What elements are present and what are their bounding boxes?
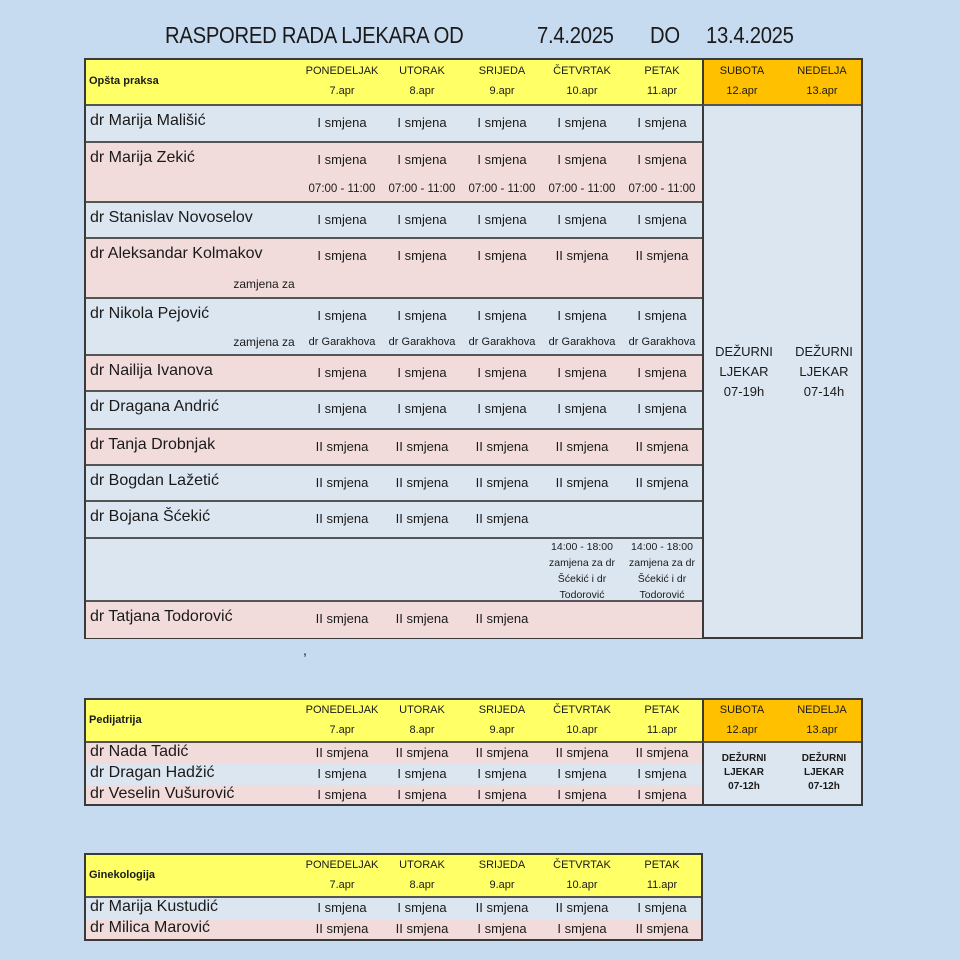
shift-cell: I smjena [477,365,527,380]
day-name: SUBOTA [719,704,765,717]
shift-cell: I smjena [477,115,527,130]
shift-cell: I smjena [637,365,687,380]
table-row [86,466,702,502]
day-date: 13.apr [806,723,838,736]
doctor-name: dr Marija Zekić [90,149,195,166]
day-name: ČETVRTAK [553,64,611,77]
date-to: 13.4.2025 [706,22,794,48]
schedule-title: RASPORED RADA LJEKARA OD [165,22,464,48]
day-name: PONEDELJAK [305,64,379,77]
duty-line: 07-19h [723,384,765,399]
shift-note: 07:00 - 11:00 [468,183,536,195]
replacement-note: 14:00 - 18:00 zamjena za dr Šćekić i dr Todorović [549,541,615,601]
shift-note: dr Garakhova [628,336,696,348]
day-name: SRIJEDA [478,704,526,717]
day-date: 8.apr [409,878,435,891]
shift-cell: I smjena [397,787,447,802]
shift-cell: I smjena [557,766,607,781]
shift-cell: I smjena [397,900,447,915]
duty-line: LJEKAR [799,364,849,379]
stray-mark: , [303,642,307,658]
shift-cell: II smjena [475,611,529,626]
duty-line: DEŽURNI [715,344,773,359]
shift-cell: I smjena [477,212,527,227]
shift-cell: I smjena [557,401,607,416]
table-row [86,392,702,430]
shift-cell: I smjena [397,401,447,416]
day-date: 8.apr [409,723,435,736]
shift-cell: I smjena [397,308,447,323]
shift-cell: I smjena [477,921,527,936]
doctor-name: dr Bogdan Lažetić [90,472,219,489]
replacement-label: zamjena za [233,277,295,291]
table-row [86,143,702,203]
shift-cell: I smjena [637,212,687,227]
shift-cell: I smjena [557,365,607,380]
day-name: ČETVRTAK [553,704,611,717]
table-row [86,239,702,299]
shift-cell: II smjena [315,745,369,760]
shift-cell: II smjena [395,745,449,760]
shift-cell: I smjena [317,787,367,802]
shift-cell: II smjena [315,511,369,526]
day-name: PONEDELJAK [305,859,379,872]
doctor-name: dr Tanja Drobnjak [90,436,216,453]
duty-line: 07-12h [808,781,840,792]
shift-note: dr Garakhova [548,336,616,348]
table-row [86,299,702,356]
day-name: NEDELJA [797,704,847,717]
shift-cell: II smjena [395,611,449,626]
doctor-name: dr Nailija Ivanova [90,362,213,379]
duty-line: LJEKAR [803,767,844,778]
shift-cell: II smjena [635,248,689,263]
shift-note: 07:00 - 11:00 [628,183,696,195]
shift-note: dr Garakhova [308,336,376,348]
shift-cell: II smjena [315,611,369,626]
day-date: 10.apr [566,723,598,736]
day-date: 12.apr [726,85,758,98]
weekend-duty-block [702,106,861,637]
doctor-name: dr Bojana Šćekić [90,508,211,525]
shift-cell: I smjena [557,921,607,936]
shift-cell: I smjena [317,401,367,416]
table-row [86,602,702,638]
table-opsta-praksa [84,58,863,639]
table-row [86,785,702,804]
duty-line: LJEKAR [719,364,769,379]
shift-cell: I smjena [637,766,687,781]
shift-cell: I smjena [637,787,687,802]
section-title: Pedijatrija [89,713,142,726]
duty-doctor-label [704,342,784,402]
shift-cell: I smjena [557,212,607,227]
section-title: Ginekologija [89,868,156,881]
day-date: 9.apr [489,85,515,98]
shift-note: 07:00 - 11:00 [388,183,456,195]
shift-cell: II smjena [555,248,609,263]
doctor-name: dr Dragan Hadžić [90,764,215,781]
shift-cell: I smjena [637,308,687,323]
shift-cell: I smjena [317,365,367,380]
date-separator: DO [650,22,680,48]
table-row [86,502,702,539]
shift-cell: II smjena [475,745,529,760]
shift-cell: I smjena [317,766,367,781]
shift-cell: I smjena [317,212,367,227]
shift-cell: II smjena [635,439,689,454]
shift-cell: II smjena [475,475,529,490]
shift-cell: I smjena [637,900,687,915]
shift-cell: II smjena [555,900,609,915]
shift-cell: I smjena [557,115,607,130]
shift-cell: I smjena [397,115,447,130]
doctor-name: dr Marija Mališić [90,112,206,129]
shift-cell: II smjena [395,439,449,454]
day-date: 11.apr [646,878,678,891]
shift-cell: II smjena [555,475,609,490]
table-row [86,203,702,239]
day-name: SRIJEDA [478,859,526,872]
day-name: ČETVRTAK [553,859,611,872]
day-date: 7.apr [329,723,355,736]
shift-cell: I smjena [397,365,447,380]
shift-cell: I smjena [557,308,607,323]
day-name: UTORAK [399,704,445,717]
doctor-name: dr Nada Tadić [90,743,189,760]
doctor-name: dr Milica Marović [90,919,211,936]
shift-cell: II smjena [475,900,529,915]
shift-cell: II smjena [315,921,369,936]
shift-cell: II smjena [395,475,449,490]
duty-line: DEŽURNI [721,753,767,764]
duty-line: DEŽURNI [795,344,853,359]
shift-cell: II smjena [635,921,689,936]
shift-cell: I smjena [477,787,527,802]
doctor-name: dr Nikola Pejović [90,305,210,322]
table-row [86,743,702,764]
shift-cell: II smjena [555,745,609,760]
table-row [86,430,702,466]
shift-cell: I smjena [397,152,447,167]
day-date: 7.apr [329,85,355,98]
table-row [86,539,702,602]
section-title: Opšta praksa [89,75,159,87]
date-from: 7.4.2025 [537,22,614,48]
day-name: PETAK [644,704,680,717]
shift-note: 07:00 - 11:00 [548,183,616,195]
day-date: 9.apr [489,723,515,736]
shift-cell: II smjena [395,921,449,936]
table-ginekologija [84,853,703,941]
duty-line: DEŽURNI [801,753,847,764]
day-name: NEDELJA [797,64,847,77]
duty-line: LJEKAR [723,767,764,778]
shift-cell: II smjena [475,511,529,526]
duty-line: 07-12h [728,781,760,792]
day-name: PETAK [644,64,680,77]
shift-cell: I smjena [637,152,687,167]
shift-cell: I smjena [477,766,527,781]
shift-cell: I smjena [317,115,367,130]
shift-cell: I smjena [637,115,687,130]
weekend-duty-block [702,743,861,804]
day-date: 11.apr [646,85,678,98]
shift-cell: I smjena [397,766,447,781]
day-name: PONEDELJAK [305,704,379,717]
doctor-name: dr Veselin Vušurović [90,785,235,802]
shift-cell: I smjena [557,152,607,167]
day-date: 10.apr [566,85,598,98]
replacement-label: zamjena za [233,335,295,349]
duty-line: 07-14h [803,384,845,399]
table-row [86,919,701,939]
shift-cell: I smjena [477,401,527,416]
day-date: 8.apr [409,85,435,98]
table-row [86,106,702,143]
day-date: 9.apr [489,878,515,891]
day-name: PETAK [644,859,680,872]
day-name: UTORAK [399,64,445,77]
shift-cell: II smjena [315,475,369,490]
shift-cell: I smjena [317,308,367,323]
duty-doctor-label [704,752,784,794]
shift-cell: I smjena [477,152,527,167]
day-date: 11.apr [646,723,678,736]
shift-note: dr Garakhova [388,336,456,348]
doctor-name: dr Tatjana Todorović [90,608,233,625]
shift-cell: I smjena [397,212,447,227]
table-row [86,898,701,919]
shift-cell: I smjena [317,248,367,263]
shift-cell: I smjena [637,401,687,416]
duty-doctor-label [784,752,864,794]
day-name: SUBOTA [719,64,765,77]
day-date: 12.apr [726,723,758,736]
table-row [86,764,702,785]
replacement-note: 14:00 - 18:00 zamjena za dr Šćekić i dr Todorović [629,541,695,601]
doctor-name: dr Aleksandar Kolmakov [90,245,263,262]
shift-cell: I smjena [477,308,527,323]
duty-doctor-label [784,342,864,402]
doctor-name: dr Dragana Andrić [90,398,219,415]
shift-cell: II smjena [315,439,369,454]
shift-cell: II smjena [635,745,689,760]
shift-cell: II smjena [395,511,449,526]
doctor-name: dr Marija Kustudić [90,898,219,915]
day-date: 13.apr [806,85,838,98]
day-date: 7.apr [329,878,355,891]
shift-cell: I smjena [317,900,367,915]
day-name: SRIJEDA [478,64,526,77]
shift-note: dr Garakhova [468,336,536,348]
day-date: 10.apr [566,878,598,891]
shift-cell: I smjena [477,248,527,263]
shift-cell: II smjena [475,439,529,454]
shift-cell: I smjena [397,248,447,263]
doctor-name: dr Stanislav Novoselov [90,209,253,226]
shift-note: 07:00 - 11:00 [308,183,376,195]
day-name: UTORAK [399,859,445,872]
shift-cell: I smjena [557,787,607,802]
shift-cell: II smjena [555,439,609,454]
shift-cell: II smjena [635,475,689,490]
table-pedijatrija [84,698,863,806]
table-row [86,356,702,392]
shift-cell: I smjena [317,152,367,167]
